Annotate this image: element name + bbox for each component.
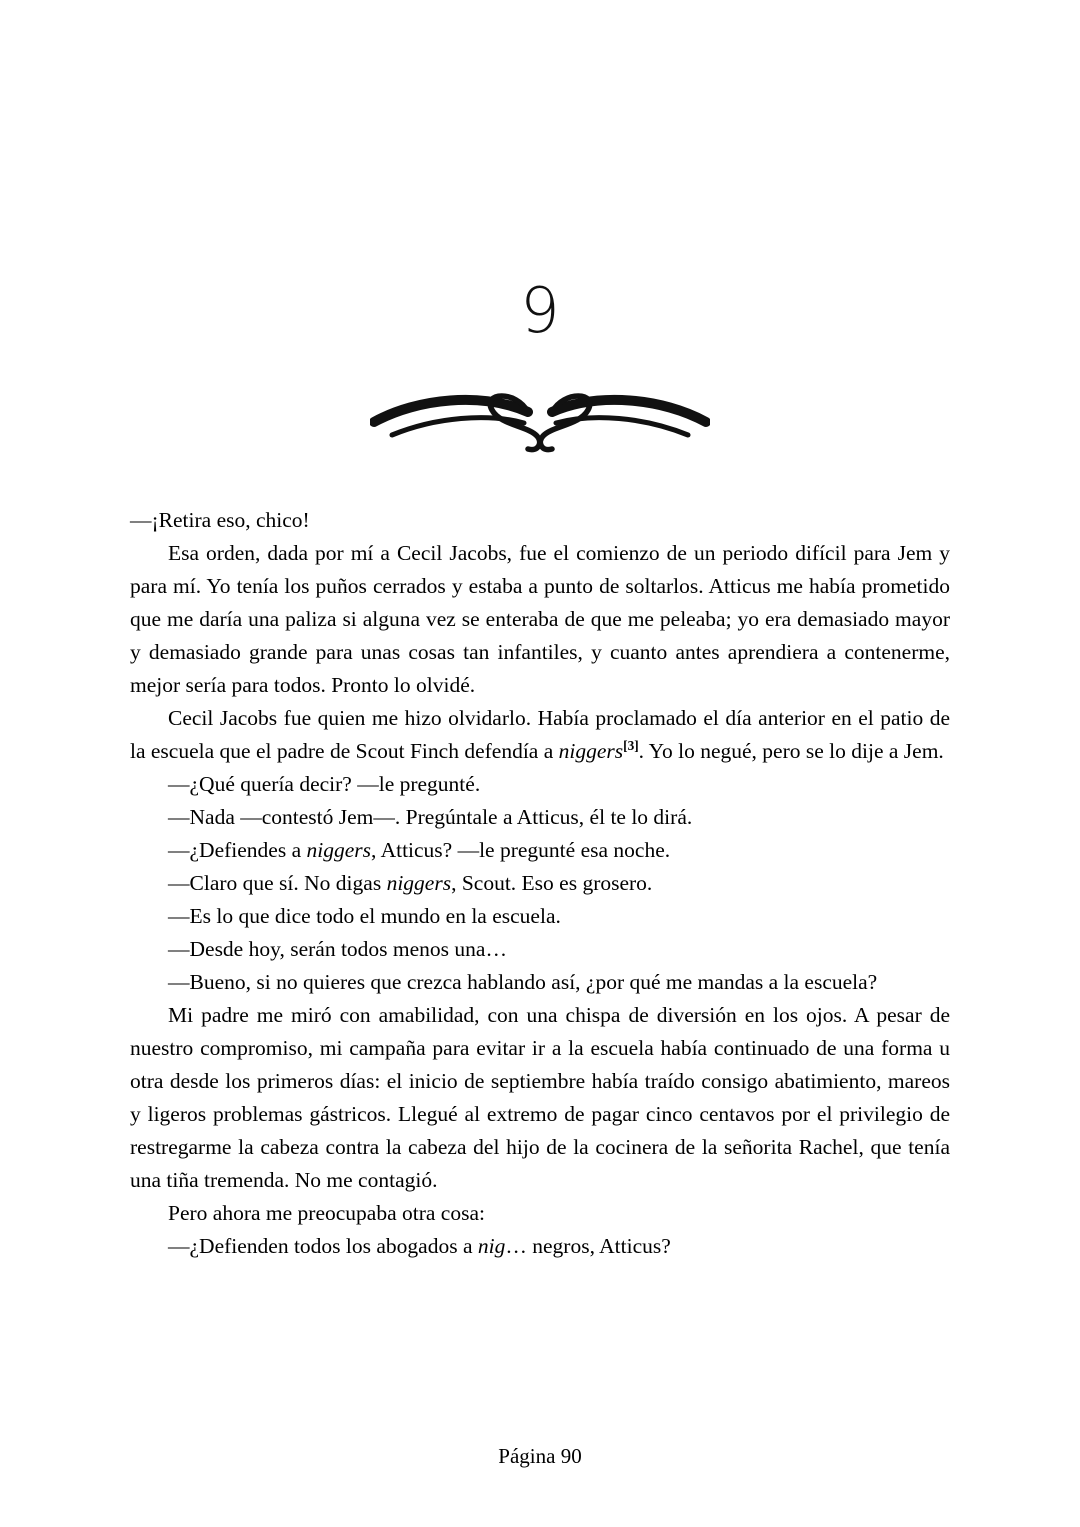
paragraph: [130, 867, 950, 900]
paragraph: [130, 933, 950, 966]
text-run: niggers: [306, 838, 371, 862]
text-run: Mi padre me miró con amabilidad, con una chispa de diversión en los ojos. A pesar de nuestro compromiso, mi campaña para evitar ir a la escuela había continuado de una forma u otra desde los primeros días: el inicio de septiembre había traído consigo abatimiento, mareos y ligeros problemas gástricos. Llegué al extremo de pagar cinco centavos por el privilegio de restregarme la cabeza contra la cabeza del hijo de la cocinera de la señorita Rachel, que tenía una tiña tremenda. No me contagió.: [130, 1003, 950, 1192]
text-run: —¡Retira eso, chico!: [130, 508, 310, 532]
text-run: Esa orden, dada por mí a Cecil Jacobs, fue el comienzo de un periodo difícil para Jem y para mí. Yo tenía los puños cerrados y estaba a punto de soltarlos. Atticus me había prometido que me daría una paliza si alguna vez se enteraba de que me peleaba; yo era demasiado mayor y demasiado grande para unas cosas tan infantiles, y cuanto antes aprendiera a contenerme, mejor sería para todos. Pronto lo olvidé.: [130, 541, 950, 697]
body-text: [130, 504, 950, 1263]
text-run: … negros, Atticus?: [505, 1234, 671, 1258]
text-run: Pero ahora me preocupaba otra cosa:: [168, 1201, 485, 1225]
paragraph: [130, 504, 950, 537]
text-run: , Atticus? —le pregunté esa noche.: [371, 838, 671, 862]
text-run: —¿Qué quería decir? —le pregunté.: [168, 772, 481, 796]
text-run: —Es lo que dice todo el mundo en la escuela.: [168, 904, 561, 928]
text-run: —¿Defienden todos los abogados a: [168, 1234, 478, 1258]
text-run: Cecil Jacobs fue quien me hizo olvidarlo. Había proclamado el día anterior en el patio de la escuela que el padre de Scout Finch defendía a: [130, 706, 950, 763]
text-run: niggers: [386, 871, 452, 895]
text-run: —Bueno, si no quieres que crezca hablando así, ¿por qué me mandas a la escuela?: [168, 970, 878, 994]
text-run: . Yo lo negué, pero se lo dije a Jem.: [638, 739, 944, 763]
chapter-number: 9: [520, 274, 560, 347]
text-run: —¿Defiendes a: [168, 838, 307, 862]
paragraph: [130, 999, 950, 1197]
footnote-marker: [3]: [623, 737, 639, 753]
text-run: —Claro que sí. No digas: [168, 871, 387, 895]
paragraph: [130, 537, 950, 702]
text-run: , Scout. Eso es grosero.: [451, 871, 653, 895]
footer-page-number: Página 90: [498, 1444, 582, 1468]
flourish-icon: [370, 382, 710, 458]
paragraph: [130, 1197, 950, 1230]
chapter-ornament: [0, 382, 1080, 460]
paragraph: [130, 1230, 950, 1263]
text-run: niggers: [558, 739, 624, 763]
paragraph: [130, 768, 950, 801]
text-run: —Nada —contestó Jem—. Pregúntale a Atticus, él te lo dirá.: [168, 805, 693, 829]
paragraph: [130, 801, 950, 834]
paragraph: [130, 900, 950, 933]
text-run: —Desde hoy, serán todos menos una…: [168, 937, 507, 961]
paragraph: [130, 702, 950, 768]
paragraph: [130, 966, 950, 999]
paragraph: [130, 834, 950, 867]
text-run: nig: [477, 1234, 506, 1258]
